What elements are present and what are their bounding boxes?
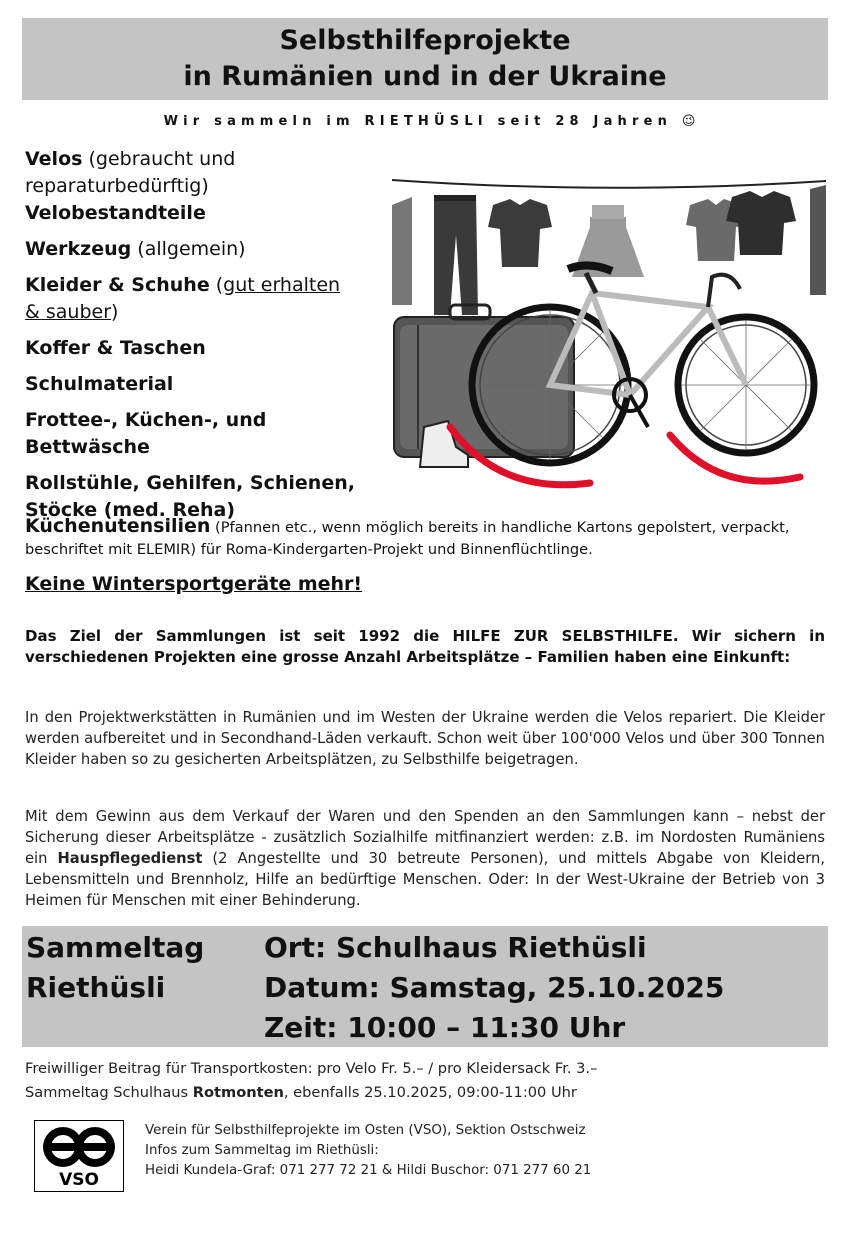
vso-logo-icon xyxy=(34,1120,124,1192)
goal-statement: Das Ziel der Sammlungen ist seit 1992 die HILFE ZUR SELBSTHILFE. Wir sichern in verschiedenen Projekten eine grosse Anzahl Arbeitsplätze – Familien haben eine Einkunft: xyxy=(25,627,825,666)
event-details xyxy=(264,928,724,1048)
contact-line1: Verein für Selbsthilfeprojekte im Osten (VSO), Sektion Ostschweiz xyxy=(145,1123,586,1138)
tshirt-icon xyxy=(488,199,552,267)
event-label: Sammeltag Riethüsli xyxy=(26,931,205,1004)
event-place: Ort: Schulhaus Riethüsli xyxy=(264,931,647,964)
tagline-text: Wir sammeln im RIETHÜSLI seit 28 Jahren xyxy=(163,114,673,129)
item-frottee: Frottee-, Küchen-, und Bettwäsche xyxy=(25,409,267,458)
fees-info xyxy=(25,1057,597,1105)
paragraph-social-aid: Mit dem Gewinn aus dem Verkauf der Waren und den Spenden an den Sammlungen kann – nebst der Sicherung dieser Arbeitsplätze - zusätzlich Sozialhilfe mitfinanziert werden: z.B. im Nordosten Rumäniens ein Hauspflegedienst (2 Angestellte und 30 betreute Personen), und mittels Abgabe von Kleidern, Lebensmitteln und Brennholz, Hilfe an bedürftige Menschen. Oder: In der West-Ukraine der Betrieb von 3 Heimen für Menschen mit einer Behinderung. xyxy=(25,808,825,909)
page-title-line2: in Rumänien und in der Ukraine xyxy=(183,61,667,92)
second-collection-line: Sammeltag Schulhaus Rotmonten, ebenfalls 25.10.2025, 09:00-11:00 Uhr xyxy=(25,1084,577,1101)
contact-line3: Heidi Kundela-Graf: 071 277 72 21 & Hildi Buschor: 071 277 60 21 xyxy=(145,1163,592,1178)
contact-info xyxy=(145,1121,591,1181)
item-kuechenutensilien: Küchenutensilien (Pfannen etc., wenn möglich bereits in handliche Kartons gepolstert, verpackt, beschriftet mit ELEMIR) für Roma-Kindergarten-Projekt und Binnenflüchtlinge. xyxy=(25,515,790,558)
item-koffer: Koffer & Taschen xyxy=(25,337,206,359)
no-winter-sports-notice: Keine Wintersportgeräte mehr! xyxy=(25,573,363,595)
bicycle-clothes-illustration xyxy=(390,165,830,510)
page-title-line1: Selbsthilfeprojekte xyxy=(279,25,571,56)
fee-line: Freiwilliger Beitrag für Transportkosten: pro Velo Fr. 5.– / pro Kleidersack Fr. 3.– xyxy=(25,1060,598,1077)
event-time: Zeit: 10:00 – 11:30 Uhr xyxy=(264,1011,626,1044)
wink-emoji-icon: 😉 xyxy=(681,114,696,129)
paragraph-projects: In den Projektwerkstätten in Rumänien und im Westen der Ukraine werden die Velos repariert. Die Kleider werden aufbereitet und in Secondhand-Läden verkauft. Schon weit über 100'000 Velos und über 300 Tonnen Kleider haben so zu gesicherten Arbeitsplätzen, zu Selbsthilfe beigetragen. xyxy=(25,709,825,768)
item-kleider: Kleider & Schuhe (gut erhalten & sauber) xyxy=(25,274,341,323)
event-info-band xyxy=(22,926,828,1047)
tagline xyxy=(0,114,859,129)
item-werkzeug: Werkzeug (allgemein) xyxy=(25,238,246,260)
contact-line2: Infos zum Sammeltag im Riethüsli: xyxy=(145,1143,379,1158)
logo-text: VSO xyxy=(59,1170,99,1190)
event-date: Datum: Samstag, 25.10.2025 xyxy=(264,971,725,1004)
title-box xyxy=(22,18,828,100)
item-velobestandteile: Velobestandteile xyxy=(25,202,206,224)
item-schulmaterial: Schulmaterial xyxy=(25,373,174,395)
collection-items-list xyxy=(25,146,395,524)
trousers-icon xyxy=(434,195,478,315)
item-reha: Rollstühle, Gehilfen, Schienen, Stöcke (med. Reha) xyxy=(25,472,355,521)
suitcase-icon xyxy=(394,305,574,457)
item-velos: Velos (gebraucht und reparaturbedürftig) xyxy=(25,148,236,197)
